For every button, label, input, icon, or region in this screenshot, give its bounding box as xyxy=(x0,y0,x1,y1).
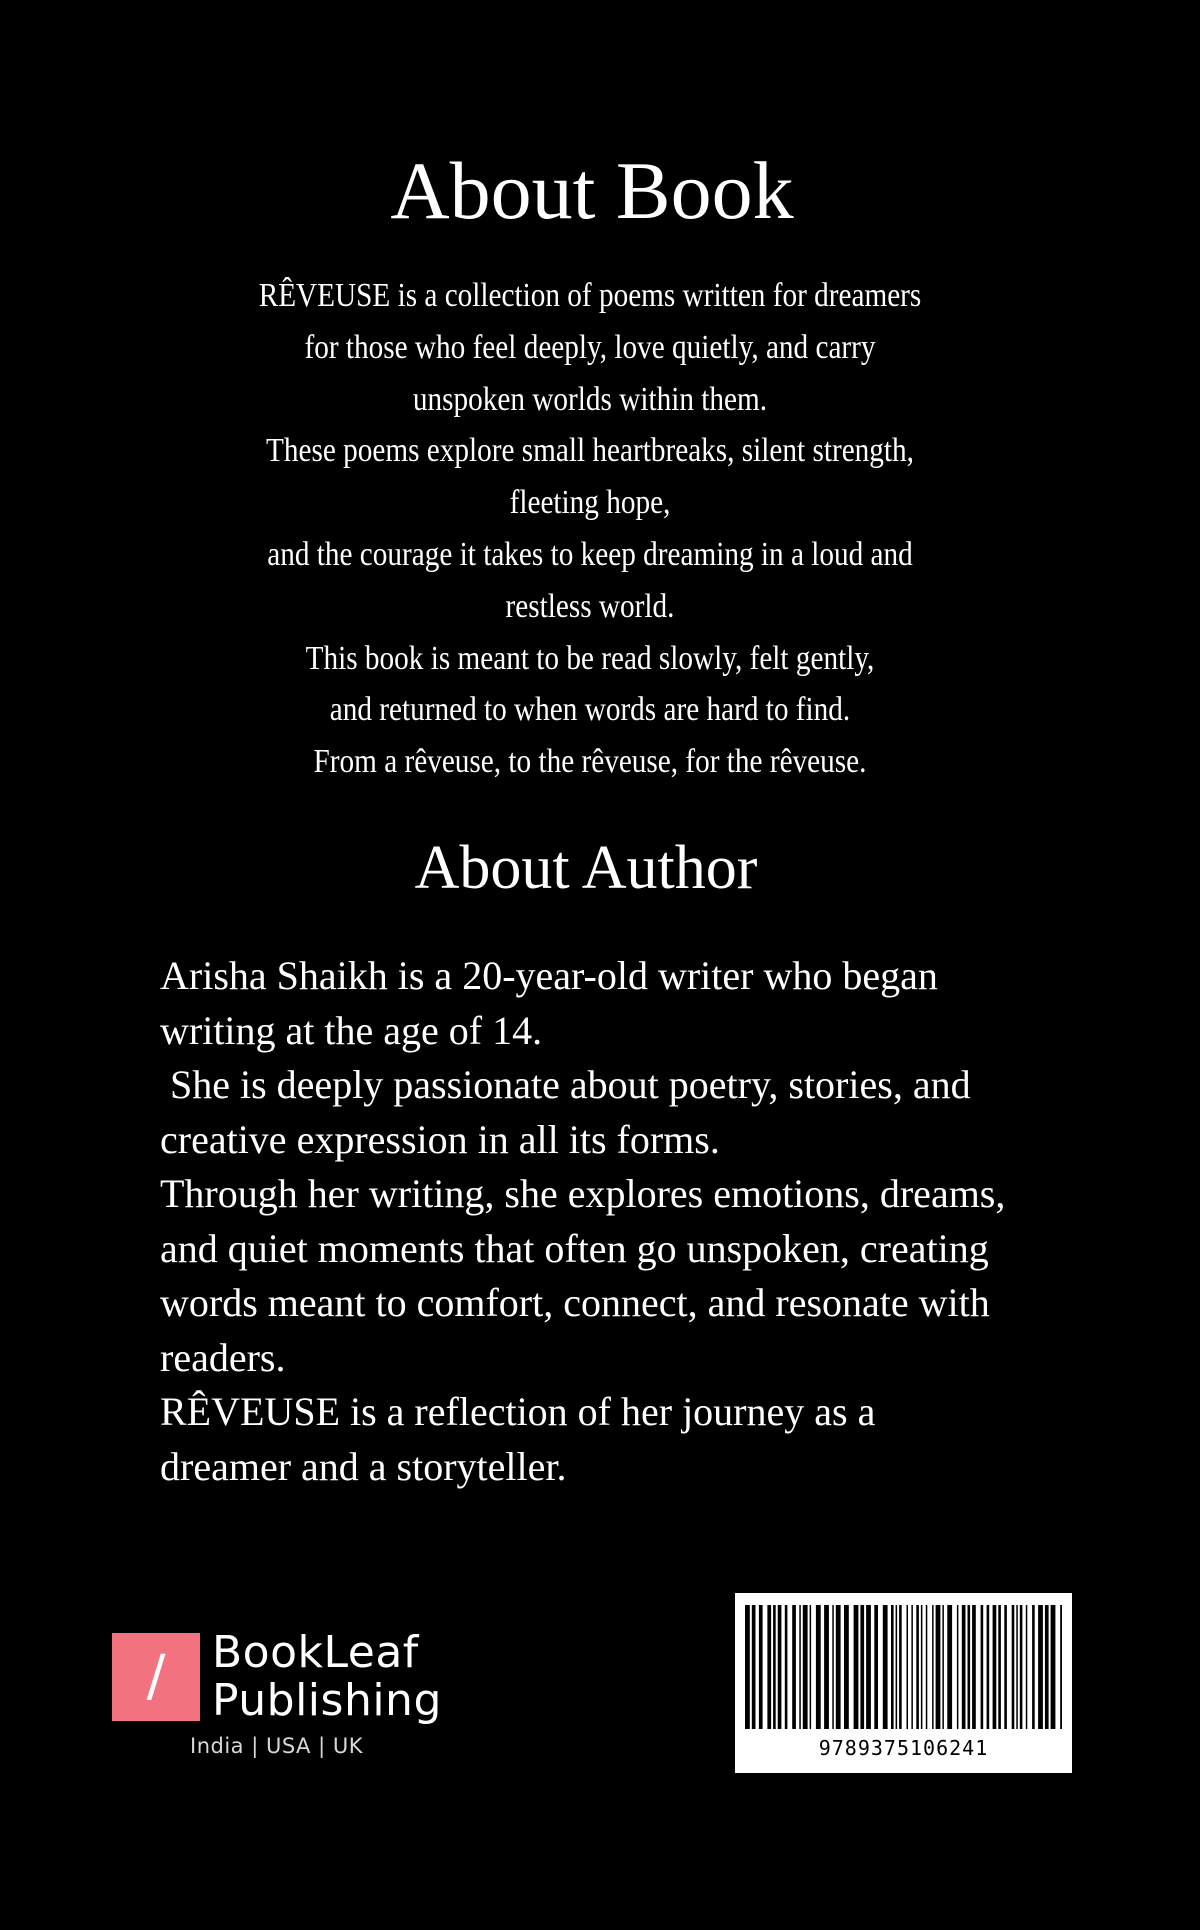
barcode-bar xyxy=(759,1605,763,1729)
barcode-bar xyxy=(957,1605,959,1729)
barcode-bar xyxy=(810,1605,812,1729)
barcode-bar xyxy=(891,1605,894,1729)
about-book-line: RÊVEUSE is a collection of poems written for dreamers xyxy=(258,277,922,314)
about-author-line: RÊVEUSE is a reflection of her journey as a xyxy=(160,1389,876,1434)
barcode-bar xyxy=(972,1605,976,1729)
barcode-bar xyxy=(962,1605,966,1729)
about-book-line: restless world. xyxy=(505,587,675,625)
barcode-bar xyxy=(866,1605,871,1729)
about-book-line: From a rêveuse, to the rêveuse, for the rêveuse. xyxy=(313,743,867,781)
isbn-number: 9789375106241 xyxy=(818,1736,989,1760)
barcode-bar xyxy=(1045,1605,1049,1729)
about-author-line: She is deeply passionate about poetry, stories, and xyxy=(160,1062,971,1107)
publisher-block xyxy=(112,1628,472,1778)
about-author-line: creative expression in all its forms. xyxy=(160,1116,720,1162)
barcode-bar xyxy=(1032,1605,1035,1729)
barcode-bar xyxy=(998,1605,1001,1729)
about-book-line: fleeting hope, xyxy=(509,484,671,522)
barcode-bar xyxy=(968,1605,971,1729)
barcode-bar xyxy=(785,1605,788,1729)
barcode-bar xyxy=(993,1605,997,1729)
about-book-line: These poems explore small heartbreaks, silent strength, xyxy=(266,432,914,470)
about-author-line: readers. xyxy=(160,1334,286,1380)
barcode-bar xyxy=(792,1605,796,1729)
barcode-bar xyxy=(1004,1605,1007,1729)
barcode-bar xyxy=(1016,1605,1018,1729)
publisher-logo-icon: / xyxy=(112,1633,200,1721)
barcode-bar xyxy=(844,1605,849,1729)
about-author-line: writing at the age of 14. xyxy=(160,1007,543,1053)
barcode-bar xyxy=(936,1605,941,1729)
barcode-bar xyxy=(836,1605,841,1729)
barcode-bar xyxy=(874,1605,878,1729)
barcode-bar xyxy=(854,1605,859,1729)
about-book-description xyxy=(237,270,942,788)
barcode-bar xyxy=(860,1605,864,1729)
about-book-line: unspoken worlds within them. xyxy=(412,380,768,418)
barcode-bar xyxy=(926,1605,928,1729)
publisher-regions: India | USA | UK xyxy=(190,1734,363,1758)
barcode-bar xyxy=(799,1605,801,1729)
barcode-bar xyxy=(824,1605,829,1729)
isbn-barcode xyxy=(735,1593,1072,1773)
barcode-bar xyxy=(752,1605,756,1729)
barcode-bar xyxy=(1020,1605,1023,1729)
about-author-line: and quiet moments that often go unspoken, creating xyxy=(160,1225,989,1271)
barcode-bar xyxy=(947,1605,952,1729)
barcode-bar xyxy=(1060,1605,1062,1729)
publisher-name-line-2: Publishing xyxy=(212,1675,442,1726)
about-book-heading: About Book xyxy=(390,145,794,236)
barcode-bar xyxy=(832,1605,834,1729)
barcode-bar xyxy=(1012,1605,1015,1729)
barcode-bar xyxy=(778,1605,782,1729)
about-author-line: Through her writing, she explores emotions, dreams, xyxy=(160,1171,1006,1216)
publisher-name-line-1: BookLeaf xyxy=(212,1627,419,1678)
barcode-bar xyxy=(816,1605,821,1729)
barcode-bar xyxy=(981,1605,984,1729)
barcode-bar xyxy=(745,1605,750,1729)
barcode-bar xyxy=(803,1605,808,1729)
barcode-bar xyxy=(942,1605,944,1729)
barcode-bar xyxy=(932,1605,934,1729)
about-book-line: and returned to when words are hard to find. xyxy=(329,691,851,729)
about-author-bio xyxy=(160,949,1060,1494)
barcode-bar xyxy=(987,1605,990,1729)
about-author-heading: About Author xyxy=(414,834,758,902)
barcode-bar xyxy=(907,1605,909,1729)
about-author-line: dreamer and a storyteller. xyxy=(160,1443,567,1489)
barcode-bar xyxy=(1038,1605,1043,1729)
about-book-line: This book is meant to be read slowly, felt gently, xyxy=(305,639,875,677)
barcode-bar xyxy=(911,1605,913,1729)
about-book-line: and the courage it takes to keep dreaming in a loud and xyxy=(267,535,913,573)
about-author-line: words meant to comfort, connect, and resonate with xyxy=(160,1280,990,1325)
barcode-bar xyxy=(1051,1605,1056,1729)
about-author-line: Arisha Shaikh is a 20-year-old writer who began xyxy=(160,953,938,998)
barcode-bar xyxy=(921,1605,923,1729)
barcode-bar xyxy=(896,1605,898,1729)
barcode-bar xyxy=(899,1605,902,1729)
about-book-line: for those who feel deeply, love quietly, and carry xyxy=(304,328,876,366)
barcode-bar xyxy=(916,1605,919,1729)
barcode-bar xyxy=(883,1605,888,1729)
barcode-bar xyxy=(773,1605,776,1729)
barcode-bar xyxy=(1026,1605,1028,1729)
barcode-bar xyxy=(767,1605,771,1729)
